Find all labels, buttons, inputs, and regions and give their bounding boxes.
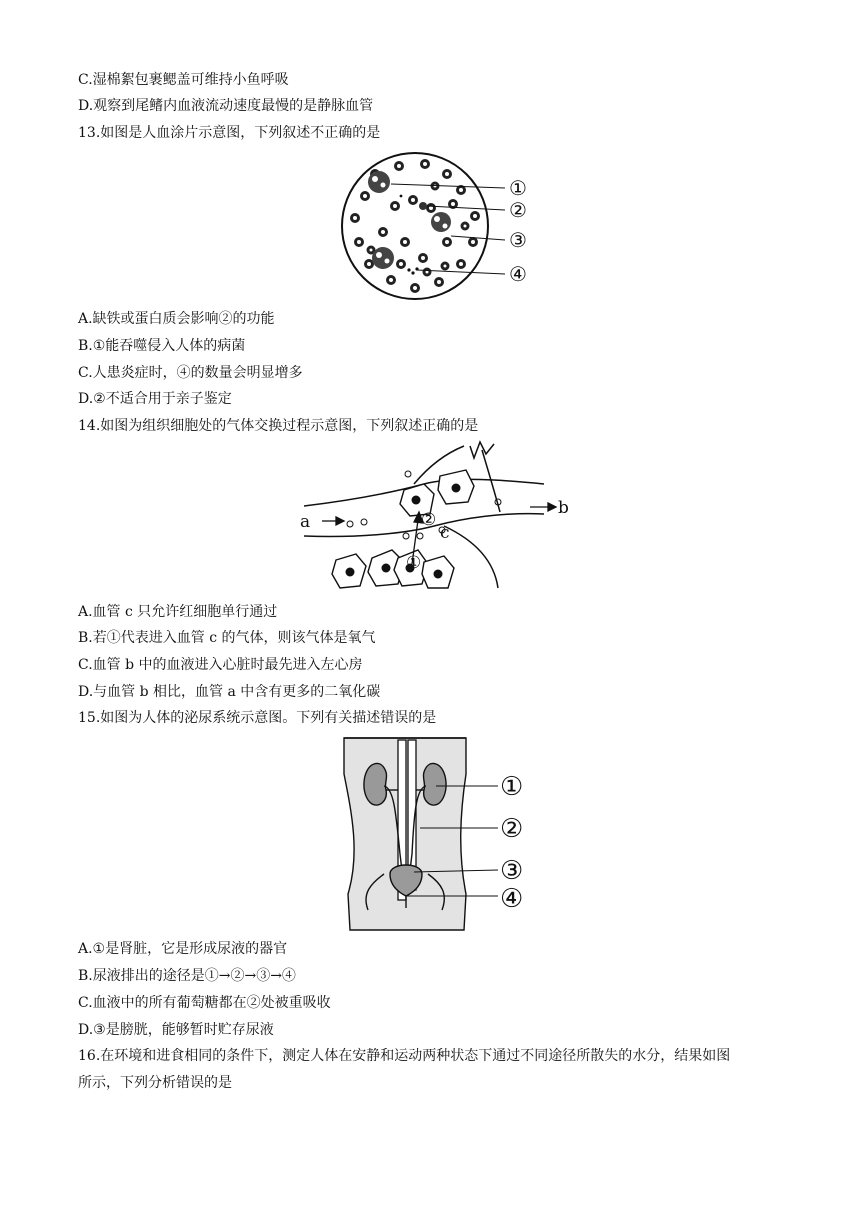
q14-option-d: D.与血管 b 相比，血管 a 中含有更多的二氧化碳 — [78, 684, 381, 700]
q14-option-c: C.血管 b 中的血液进入心脏时最先进入左心房 — [78, 657, 363, 673]
q15-stem: 15.如图为人体的泌尿系统示意图。下列有关描述错误的是 — [78, 710, 437, 726]
marker-2-label: ② — [421, 510, 437, 530]
q15-option-d: D.③是膀胱，能够暂时贮存尿液 — [78, 1022, 274, 1038]
q13-option-b: B.①能吞噬侵入人体的病菌 — [78, 338, 246, 354]
q12-option-d: D.观察到尾鳍内血液流动速度最慢的是静脉血管 — [78, 98, 374, 114]
q14-option-b: B.若①代表进入血管 c 的气体，则该气体是氧气 — [78, 630, 376, 646]
q13-stem: 13.如图是人血涂片示意图，下列叙述不正确的是 — [78, 125, 381, 141]
urinary-label-4: ④ — [500, 884, 524, 914]
vessel-a-label: a — [300, 512, 311, 532]
gas-exchange-figure — [294, 440, 574, 592]
urinary-label-3: ③ — [500, 856, 524, 886]
q12-option-c: C.湿棉絮包裹鳃盖可维持小鱼呼吸 — [78, 72, 289, 88]
q14-stem: 14.如图为组织细胞处的气体交换过程示意图，下列叙述正确的是 — [78, 418, 479, 434]
urinary-label-1: ① — [500, 772, 524, 802]
q16-stem-line-1: 16.在环境和进食相同的条件下，测定人体在安静和运动两种状态下通过不同途径所散失的水分，结果如图 — [78, 1048, 731, 1064]
blood-smear-label-4: ④ — [509, 262, 527, 286]
urinary-label-2: ② — [500, 814, 524, 844]
vessel-c-label: c — [440, 523, 450, 543]
urinary-system-figure — [340, 734, 540, 934]
q14-option-a: A.血管 c 只允许红细胞单行通过 — [78, 604, 278, 620]
vessel-b-label: b — [558, 498, 569, 518]
blood-smear-label-2: ② — [509, 198, 527, 222]
q13-option-d: D.②不适合用于亲子鉴定 — [78, 391, 232, 407]
q13-option-c: C.人患炎症时，④的数量会明显增多 — [78, 365, 303, 381]
q15-option-c: C.血液中的所有葡萄糖都在②处被重吸收 — [78, 995, 331, 1011]
q13-option-a: A.缺铁或蛋白质会影响②的功能 — [78, 311, 275, 327]
q15-option-b: B.尿液排出的途径是①→②→③→④ — [78, 968, 296, 984]
q16-stem-line-2: 所示，下列分析错误的是 — [78, 1075, 232, 1091]
marker-1-label: ① — [406, 553, 422, 573]
blood-smear-figure — [335, 146, 545, 310]
blood-smear-label-3: ③ — [509, 228, 527, 252]
blood-smear-label-1: ① — [509, 176, 527, 200]
q15-option-a: A.①是肾脏，它是形成尿液的器官 — [78, 941, 288, 957]
